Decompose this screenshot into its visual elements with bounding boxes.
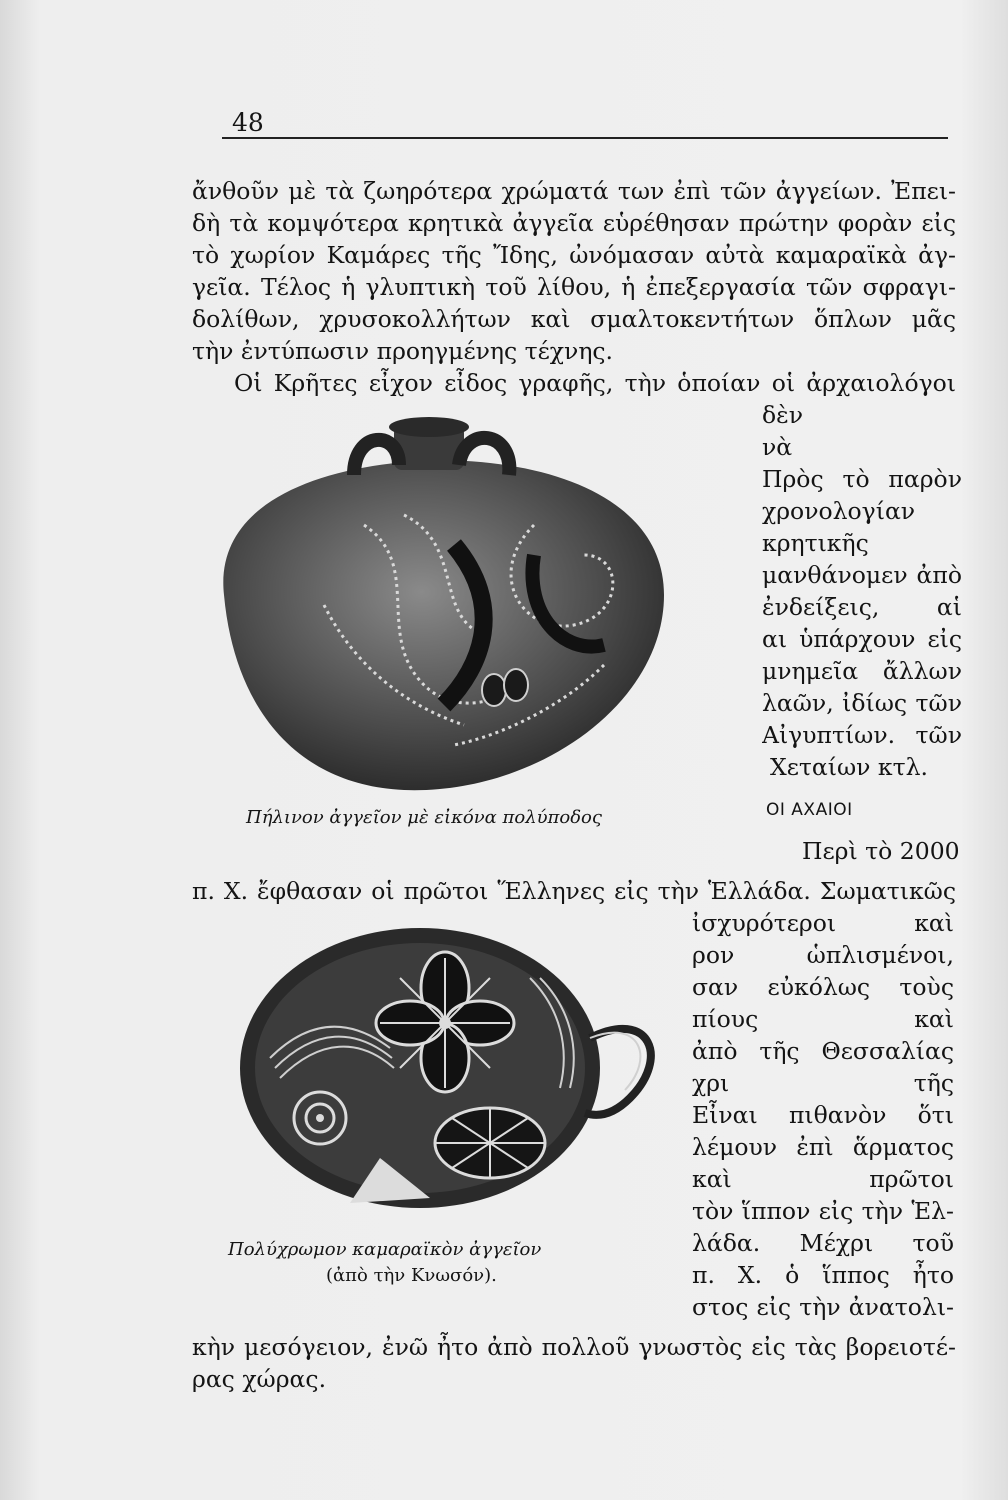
right-column-line: στος εἰς τὴν ἀνατολι- bbox=[692, 1293, 954, 1321]
right-column-line: τὸν ἵππον εἰς τὴν Ἑλ- bbox=[692, 1197, 954, 1225]
right-column-line: μανθάνομεν ἀπὸ bbox=[762, 561, 962, 589]
right-column-line: πίους καὶ bbox=[692, 1005, 954, 1033]
text-line: τὸ χωρίον Καμάρες τῆς Ἴδης, ὠνόμασαν αὐτὰ καμαραϊκὰ ἀγ- bbox=[192, 241, 956, 269]
right-column-line: Χεταίων κτλ. bbox=[770, 753, 928, 781]
text-line: κὴν μεσόγειον, ἐνῶ ἦτο ἀπὸ πολλοῦ γνωστὸς εἰς τὰς βορειοτέ- bbox=[192, 1333, 956, 1361]
text-line: ρας χώρας. bbox=[192, 1365, 327, 1393]
right-column-line: ἐνδείξεις, αἱ bbox=[762, 593, 962, 621]
right-column-line: μνημεῖα ἄλλων bbox=[762, 657, 962, 685]
right-column-line: σαν εὐκόλως τοὺς bbox=[692, 973, 954, 1001]
header-rule bbox=[222, 137, 948, 139]
right-column-line: χρι τῆς bbox=[692, 1069, 954, 1097]
kamares-cup-figure bbox=[230, 918, 662, 1230]
text-line: δὴ τὰ κομψότερα κρητικὰ ἀγγεῖα εὑρέθησαν πρώτην φορὰν εἰς bbox=[192, 209, 956, 237]
right-column-line: Πρὸς τὸ παρὸν bbox=[762, 465, 962, 493]
right-column-line: ρον ὡπλισμένοι, bbox=[692, 941, 954, 969]
right-column-line: Εἶναι πιθανὸν ὅτι bbox=[692, 1101, 954, 1129]
right-column-line: λάδα. Μέχρι τοῦ bbox=[692, 1229, 954, 1257]
figure2-subcaption: (ἀπὸ τὴν Κνωσόν). bbox=[326, 1265, 497, 1286]
right-column-line: Αἰγυπτίων. τῶν bbox=[762, 721, 962, 749]
figure1-caption: Πήλινον ἀγγεῖον μὲ εἰκόνα πολύποδος bbox=[246, 807, 602, 828]
text-line: Περὶ τὸ 2000 bbox=[802, 837, 960, 865]
right-column-line: λέμουν ἐπὶ ἅρματος bbox=[692, 1133, 954, 1161]
right-column-line: ἀπὸ τῆς Θεσσαλίας bbox=[692, 1037, 954, 1065]
right-column-line: κρητικῆς bbox=[762, 529, 869, 557]
text-line: Οἱ Κρῆτες εἶχον εἶδος γραφῆς, τὴν ὁποίαν οἱ ἀρχαιολόγοι bbox=[234, 369, 956, 397]
right-column-line: αι ὑπάρχουν εἰς bbox=[762, 625, 962, 653]
page-number: 48 bbox=[232, 108, 264, 137]
section-heading: ΟΙ ΑΧΑΙΟΙ bbox=[766, 800, 853, 820]
right-column-line: λαῶν, ἰδίως τῶν bbox=[762, 689, 962, 717]
right-column-line: νὰ bbox=[762, 433, 793, 461]
text-line: ἄνθοῦν μὲ τὰ ζωηρότερα χρώματά των ἐπὶ τῶν ἀγγείων. Ἐπει- bbox=[192, 177, 956, 205]
text-line: τὴν ἐντύπωσιν προηγμένης τέχνης. bbox=[192, 337, 614, 365]
octopus-jar-figure bbox=[204, 405, 678, 800]
right-column-line: χρονολογίαν bbox=[762, 497, 916, 525]
text-line: π. Χ. ἔφθασαν οἱ πρῶτοι Ἕλληνες εἰς τὴν Ἑλλάδα. Σωματικῶς bbox=[192, 877, 956, 905]
right-column-line: π. Χ. ὁ ἵππος ἦτο bbox=[692, 1261, 954, 1289]
right-column-line: ἰσχυρότεροι καὶ bbox=[692, 909, 954, 937]
figure2-caption: Πολύχρωμον καμαραϊκὸν ἀγγεῖον bbox=[228, 1239, 542, 1260]
text-line: δολίθων, χρυσοκολλήτων καὶ σμαλτοκεντήτων ὅπλων μᾶς bbox=[192, 305, 956, 333]
text-line: γεῖα. Τέλος ἡ γλυπτικὴ τοῦ λίθου, ἡ ἐπεξεργασία τῶν σφραγι- bbox=[192, 273, 956, 301]
right-column-line: δὲν bbox=[762, 401, 804, 429]
right-column-line: καὶ πρῶτοι bbox=[692, 1165, 954, 1193]
